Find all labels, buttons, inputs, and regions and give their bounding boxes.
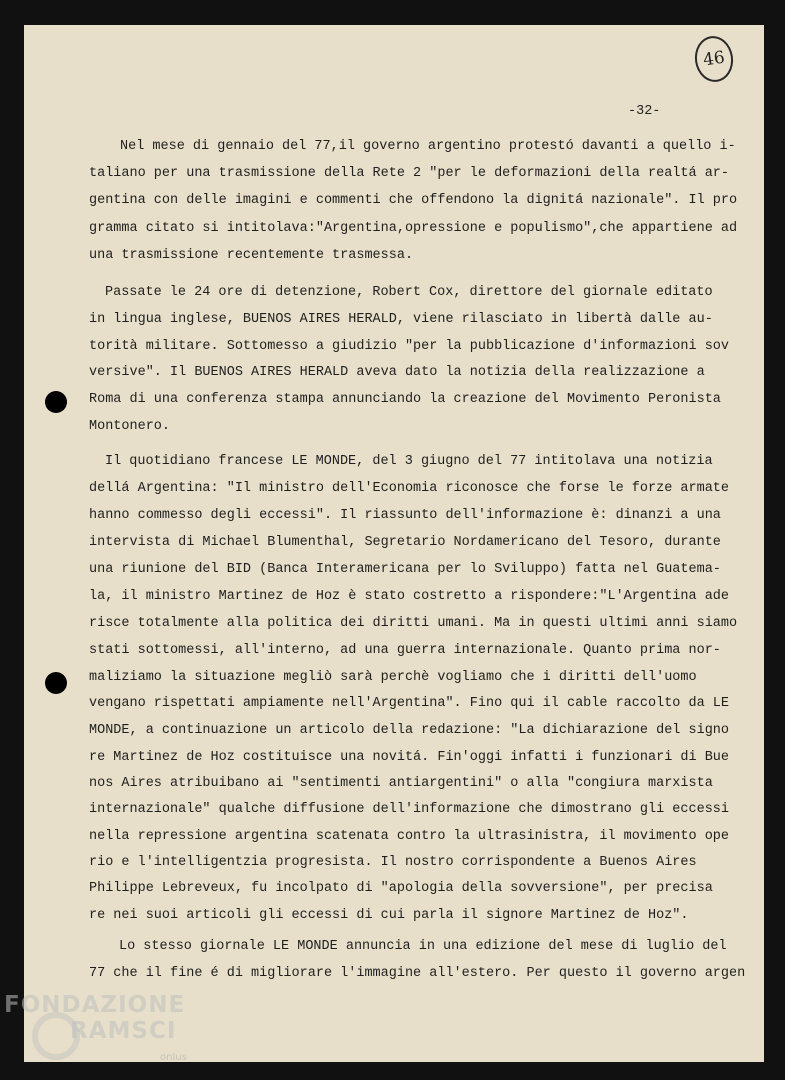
watermark-onlus: onlus: [160, 1052, 187, 1063]
watermark-gramsci: RAMSCI: [70, 1018, 177, 1044]
text-line: dellá Argentina: "Il ministro dell'Economia riconosce che forse le forze armate: [89, 481, 730, 496]
text-line: 77 che il fine é di migliorare l'immagine all'estero. Per questo il governo argen: [89, 966, 746, 981]
punch-hole: [45, 672, 67, 694]
text-line: in lingua inglese, BUENOS AIRES HERALD, viene rilasciato in libertà dalle au-: [89, 312, 713, 327]
text-line: hanno commesso degli eccessi". Il riassunto dell'informazione è: dinanzi a una: [89, 508, 721, 523]
text-line: nella repressione argentina scatenata contro la ultrasinistra, il movimento ope: [89, 829, 730, 844]
text-line: versive". Il BUENOS AIRES HERALD aveva dato la notizia della realizzazione a: [89, 365, 705, 380]
text-line: una riunione del BID (Banca Interamericana per lo Sviluppo) fatta nel Guatema-: [89, 562, 721, 577]
text-line: Nel mese di gennaio del 77,il governo argentino protestó davanti a quello i-: [120, 139, 736, 154]
text-line: nos Aires atribuibano ai "sentimenti antiargentini" o alla "congiura marxista: [89, 776, 713, 791]
text-line: Passate le 24 ore di detenzione, Robert Cox, direttore del giornale editato: [105, 285, 713, 300]
text-line: gentina con delle imagini e commenti che offendono la dignitá nazionale". Il pro: [89, 193, 738, 208]
text-line: Il quotidiano francese LE MONDE, del 3 giugno del 77 intitolava una notizia: [105, 454, 713, 469]
text-line: internazionale" qualche diffusione dell'informazione che dimostrano gli eccessi: [89, 802, 730, 817]
text-line: MONDE, a continuazione un articolo della redazione: "La dichiarazione del signo: [89, 723, 730, 738]
watermark-fondazione: FONDAZIONE: [4, 992, 186, 1018]
text-line: risce totalmente alla politica dei diritti umani. Ma in questi ultimi anni siamo: [89, 616, 738, 631]
page-number: -32-: [628, 104, 661, 119]
text-line: taliano per una trasmissione della Rete 2 "per le deformazioni della realtá ar-: [89, 166, 730, 181]
text-line: la, il ministro Martinez de Hoz è stato costretto a rispondere:"L'Argentina ade: [89, 589, 730, 604]
text-line: una trasmissione recentemente trasmessa.: [89, 248, 414, 263]
text-line: Lo stesso giornale LE MONDE annuncia in una edizione del mese di luglio del: [119, 939, 727, 954]
text-line: re nei suoi articoli gli eccessi di cui parla il signore Martinez de Hoz".: [89, 908, 689, 923]
handwritten-page-number: 46: [692, 34, 736, 85]
text-line: rio e l'intelligentzia progresista. Il nostro corrispondente a Buenos Aires: [89, 855, 697, 870]
text-line: Roma di una conferenza stampa annunciando la creazione del Movimento Peronista: [89, 392, 721, 407]
text-line: Philippe Lebreveux, fu incolpato di "apologia della sovversione", per precisa: [89, 881, 713, 896]
punch-hole: [45, 391, 67, 413]
text-line: stati sottomessi, all'interno, ad una guerra internazionale. Quanto prima nor-: [89, 643, 721, 658]
text-line: Montonero.: [89, 419, 171, 434]
text-line: vengano rispettati ampiamente nell'Argentina". Fino qui il cable raccolto da LE: [89, 696, 730, 711]
text-line: maliziamo la situazione megliò sarà perchè vogliamo che i diritti dell'uomo: [89, 670, 697, 685]
text-line: re Martinez de Hoz costituisce una novitá. Fin'oggi infatti i funzionari di Bue: [89, 750, 730, 765]
text-line: gramma citato si intitolava:"Argentina,opressione e populismo",che appartiene ad: [89, 221, 738, 236]
text-line: intervista di Michael Blumenthal, Segretario Nordamericano del Tesoro, durante: [89, 535, 721, 550]
text-line: torità militare. Sottomesso a giudizio "per la pubblicazione d'informazioni sov: [89, 339, 730, 354]
